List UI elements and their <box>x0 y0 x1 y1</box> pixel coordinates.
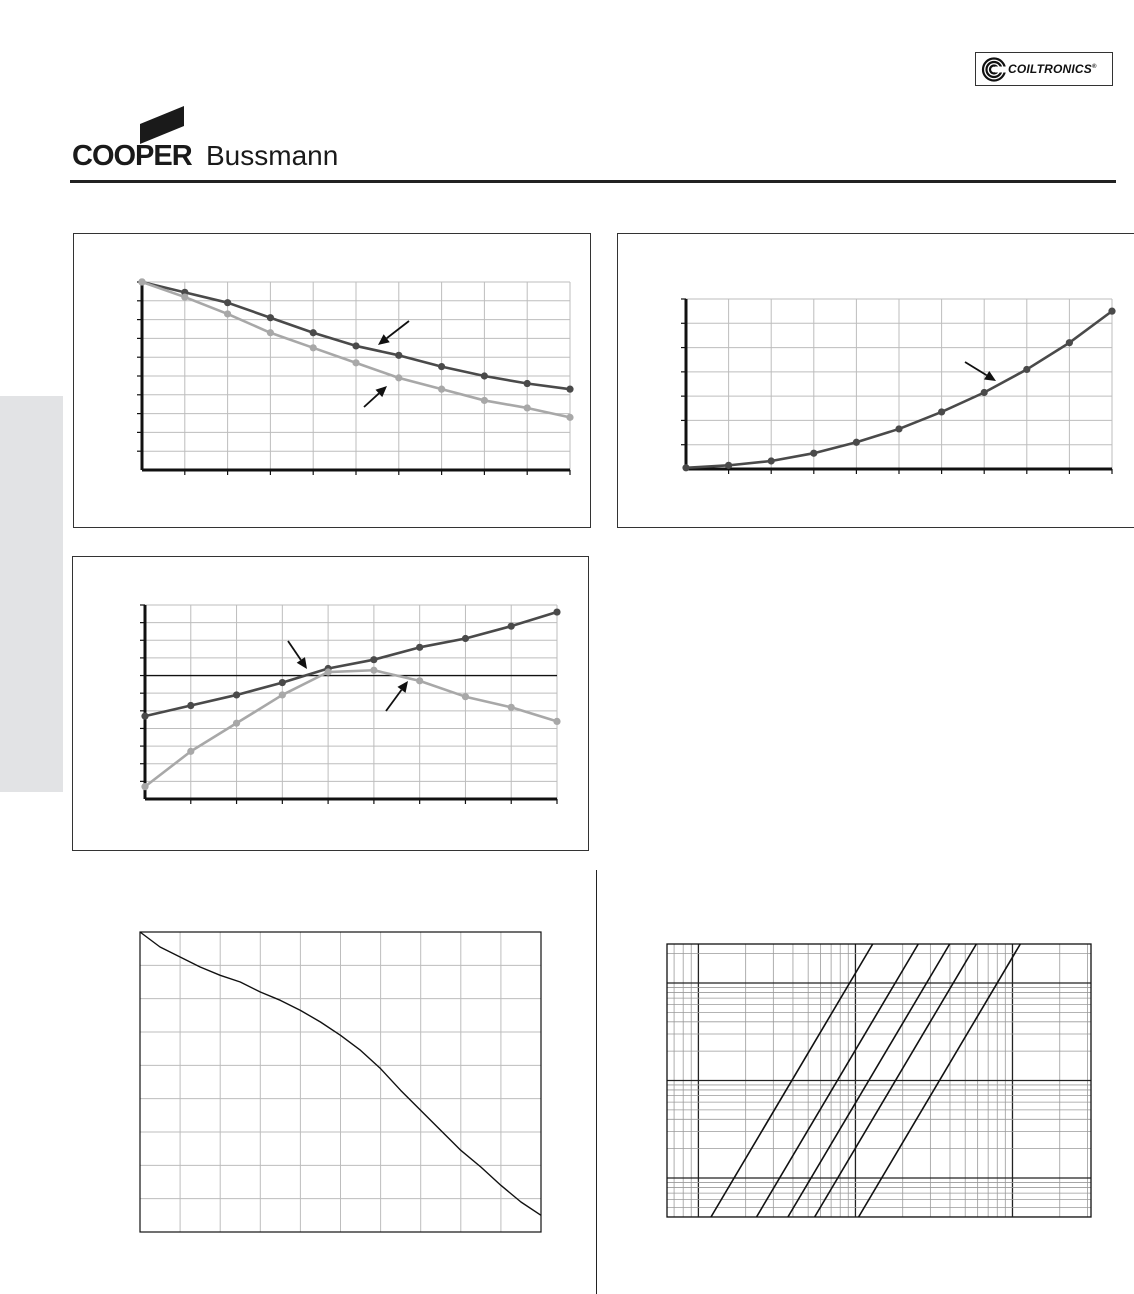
chart2-series-curve-point <box>1066 339 1073 346</box>
chart1-arrow-light-shaft <box>364 393 379 407</box>
chart3-series-dark-point <box>233 691 240 698</box>
chart2-arrow-shaft <box>965 362 987 375</box>
chart3-series-light-point <box>325 668 332 675</box>
chart1-series-dark-point <box>481 372 488 379</box>
chart3 <box>140 605 561 804</box>
chart2-series-curve-point <box>768 457 775 464</box>
chart2-series-curve-point <box>895 425 902 432</box>
chart1-series-dark-point <box>267 314 274 321</box>
chart1-series-light-point <box>267 329 274 336</box>
chart1-series-light-point <box>481 397 488 404</box>
chart3-series-light-point <box>462 693 469 700</box>
chart3-series-dark-line <box>145 612 557 716</box>
chart5-grid <box>667 944 1091 1217</box>
chart3-arrow-light <box>386 681 408 711</box>
chart1-series-light-point <box>352 359 359 366</box>
chart1-series-light-point <box>566 414 573 421</box>
coiltronics-text: COILTRONICS® <box>1008 62 1097 76</box>
chart1-series-light-point <box>310 344 317 351</box>
chart1-arrow-dark <box>378 321 409 345</box>
chart1-series-dark-point <box>224 299 231 306</box>
chart4 <box>140 932 541 1232</box>
chart5 <box>667 944 1091 1217</box>
chart1-series-light-point <box>224 310 231 317</box>
chart2-series-curve-point <box>853 439 860 446</box>
chart3-series-dark-point <box>187 702 194 709</box>
chart3-arrow-dark-shaft <box>288 641 301 660</box>
chart2-grid <box>686 299 1112 469</box>
chart3-series-dark-point <box>141 713 148 720</box>
chart1-series-dark-point <box>566 386 573 393</box>
chart3-series-dark-point <box>416 644 423 651</box>
brand-main: COOPER <box>72 140 192 172</box>
chart3-series-light-point <box>187 748 194 755</box>
chart1-series-dark-point <box>438 363 445 370</box>
chart2-series-curve-point <box>938 408 945 415</box>
chart3-series-light-point <box>370 667 377 674</box>
chart3-series-dark-point <box>462 635 469 642</box>
chart3-series-dark-point <box>279 679 286 686</box>
chart1-series-light-point <box>138 278 145 285</box>
chart1-arrow-light <box>364 386 387 407</box>
chart1-series-light-point <box>524 404 531 411</box>
chart3-series-light-point <box>508 704 515 711</box>
chart2-series-curve-point <box>1023 366 1030 373</box>
chart1 <box>137 278 574 475</box>
chart1-series-light-point <box>438 386 445 393</box>
chart3-series-light-point <box>233 720 240 727</box>
chart1-arrow-dark-head <box>378 334 390 345</box>
chart3-arrow-light-head <box>397 681 408 693</box>
chart3-arrow-dark-head <box>297 657 307 669</box>
chart1-series-dark-point <box>310 329 317 336</box>
chart1-series-dark-point <box>352 342 359 349</box>
chart3-series-light-point <box>141 783 148 790</box>
chart1-grid <box>142 282 570 470</box>
chart2-series-curve-point <box>1108 308 1115 315</box>
chart3-arrow-dark <box>288 641 307 669</box>
chart3-series-dark-point <box>508 623 515 630</box>
chart3-series-dark-point <box>553 608 560 615</box>
chart3-series-light-point <box>416 677 423 684</box>
brand-sub: Bussmann <box>206 140 339 171</box>
chart3-series-light-point <box>553 718 560 725</box>
chart2 <box>681 299 1116 474</box>
chart2-series-curve-point <box>682 464 689 471</box>
chart2-series-curve-point <box>810 450 817 457</box>
chart4-grid <box>140 932 541 1232</box>
chart2-series-curve-point <box>981 389 988 396</box>
chart2-series-curve-point <box>725 462 732 469</box>
chart1-series-dark-point <box>395 352 402 359</box>
chart1-series-light-point <box>181 293 188 300</box>
chart3-series-light-point <box>279 691 286 698</box>
chart2-arrow-head <box>984 371 996 381</box>
chart1-series-dark-point <box>524 380 531 387</box>
chart3-series-dark-point <box>370 656 377 663</box>
chart1-arrow-dark-shaft <box>387 321 409 338</box>
chart1-series-light-point <box>395 374 402 381</box>
